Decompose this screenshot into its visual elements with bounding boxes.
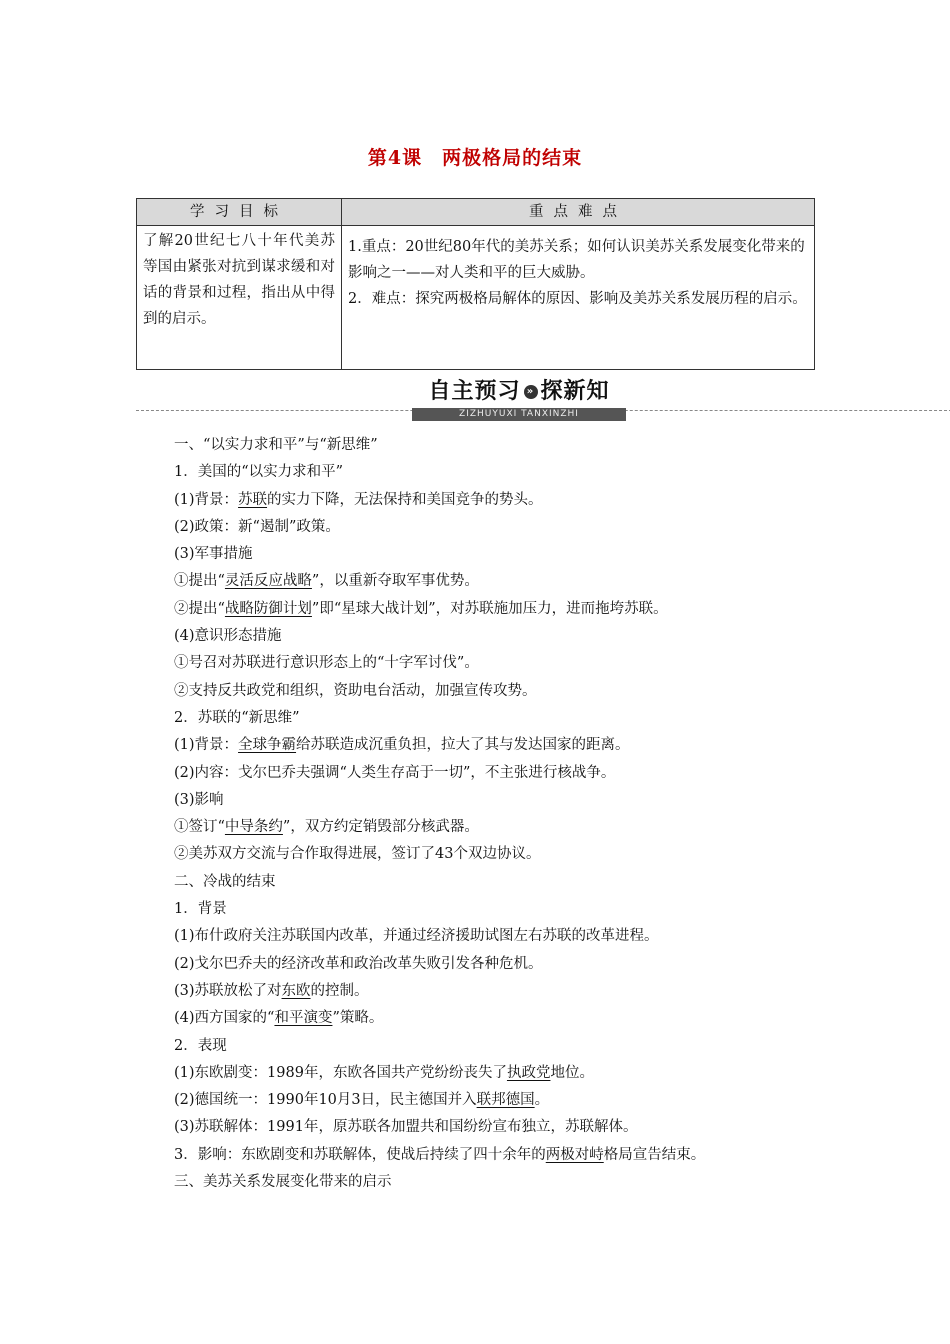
text-line: [174, 760, 814, 787]
text-segment: ②美苏双方交流与合作取得进展，签订了43个双边协议。: [174, 846, 541, 863]
text-line: [174, 1033, 814, 1060]
text-segment: (1)东欧剧变：1989年，东欧各国共产党纷纷丧失了: [174, 1064, 507, 1081]
text-line: [174, 623, 814, 650]
text-line: [174, 1114, 814, 1141]
text-line: [174, 1142, 814, 1169]
content-body: [174, 432, 814, 1196]
text-segment: ①号召对苏联进行意识形态上的“十字军讨伐”。: [174, 655, 479, 672]
text-segment: ②提出“: [174, 600, 225, 617]
text-segment: ①提出“: [174, 573, 225, 590]
text-segment: (2)内容：戈尔巴乔夫强调“人类生存高于一切”，不主张进行核战争。: [174, 764, 616, 781]
header-key-points: 重点难点: [342, 199, 815, 226]
text-segment: 地位。: [550, 1064, 594, 1081]
text-segment: (2)戈尔巴乔夫的经济改革和政治改革失败引发各种危机。: [174, 955, 543, 972]
text-line: [174, 841, 814, 868]
text-segment: 。: [534, 1092, 550, 1109]
text-segment: 2．苏联的“新思维”: [174, 709, 300, 726]
text-segment: 3．影响：东欧剧变和苏联解体，使战后持续了四十余年的: [174, 1146, 546, 1163]
key-point-2: 2．难点：探究两极格局解体的原因、影响及美苏关系发展历程的启示。: [348, 291, 807, 307]
text-line: [174, 1087, 814, 1114]
text-segment: 的控制。: [310, 982, 369, 999]
text-line: [174, 814, 814, 841]
text-segment: 的实力下降，无法保持和美国竞争的势头。: [267, 491, 543, 508]
text-segment: (4)意识形态措施: [174, 628, 282, 645]
text-line: [174, 1169, 814, 1196]
underlined-answer: 苏联: [238, 491, 268, 508]
text-line: [174, 432, 814, 459]
text-segment: 三、美苏关系发展变化带来的启示: [174, 1174, 392, 1191]
text-segment: (3)军事措施: [174, 546, 253, 563]
text-line: [174, 1005, 814, 1032]
text-segment: (2)德国统一：1990年10月3日，民主德国并入: [174, 1092, 477, 1109]
banner-subtitle: ZIZHUYUXI TANXINZHI: [412, 408, 626, 421]
text-line: [174, 869, 814, 896]
key-points-cell: [342, 226, 815, 370]
text-line: [174, 951, 814, 978]
text-segment: (3)影响: [174, 791, 224, 808]
underlined-answer: 两极对峙: [545, 1146, 604, 1163]
underlined-answer: 战略防御计划: [224, 600, 312, 617]
text-segment: (2)政策：新“遏制”政策。: [174, 518, 340, 535]
objectives-cell: 了解20世纪七八十年代美苏等国由紧张对抗到谋求缓和对话的背景和过程，指出从中得到的启示。: [137, 226, 342, 370]
key-point-1: 1.重点：20世纪80年代的美苏关系；如何认识美苏关系发展变化带来的影响之一——对人类和平的巨大威胁。: [348, 239, 805, 281]
text-line: [174, 978, 814, 1005]
text-segment: ②支持反共政党和组织，资助电台活动，加强宣传攻势。: [174, 682, 537, 699]
objectives-table: [136, 198, 815, 370]
text-segment: 二、冷战的结束: [174, 873, 276, 890]
text-segment: (3)苏联解体：1991年，原苏联各加盟共和国纷纷宣布独立，苏联解体。: [174, 1119, 638, 1136]
text-segment: 1．美国的“以实力求和平”: [174, 464, 344, 481]
underlined-answer: 和平演变: [274, 1010, 333, 1027]
text-line: [174, 650, 814, 677]
banner-part1: 自主预习: [428, 379, 521, 404]
banner-part2: 探新知: [540, 379, 610, 404]
text-line: [174, 1060, 814, 1087]
text-segment: ”即“星球大战计划”，对苏联施加压力，进而拖垮苏联。: [311, 600, 668, 617]
text-segment: (1)布什政府关注苏联国内改革，并通过经济援助试图左右苏联的改革进程。: [174, 928, 659, 945]
text-line: [174, 923, 814, 950]
double-arrow-icon: »: [524, 385, 538, 399]
header-objectives: 学习目标: [137, 199, 342, 226]
text-segment: (1)背景：: [174, 491, 239, 508]
text-segment: (1)背景：: [174, 737, 239, 754]
text-segment: 2．表现: [174, 1037, 227, 1054]
text-line: [174, 487, 814, 514]
text-segment: ”，双方约定销毁部分核武器。: [282, 819, 479, 836]
text-line: [174, 732, 814, 759]
underlined-answer: 全球争霸: [238, 737, 297, 754]
text-segment: 给苏联造成沉重负担，拉大了其与发达国家的距离。: [296, 737, 630, 754]
text-line: [174, 568, 814, 595]
banner-title: [410, 376, 628, 408]
text-segment: (3)苏联放松了对: [174, 982, 282, 999]
text-line: [174, 514, 814, 541]
text-line: [174, 787, 814, 814]
text-segment: ”策略。: [332, 1010, 384, 1027]
lesson-title: 第4课 两极格局的结束: [367, 147, 583, 169]
text-line: [174, 678, 814, 705]
text-segment: 一、“以实力求和平”与“新思维”: [174, 437, 378, 453]
text-line: [174, 705, 814, 732]
underlined-answer: 东欧: [281, 982, 311, 999]
text-segment: ”，以重新夺取军事优势。: [311, 573, 479, 590]
underlined-answer: 联邦德国: [476, 1092, 535, 1109]
text-line: [174, 459, 814, 486]
text-segment: ①签订“: [174, 819, 225, 836]
underlined-answer: 中导条约: [224, 819, 283, 836]
text-line: [174, 541, 814, 568]
text-line: [174, 896, 814, 923]
text-segment: (4)西方国家的“: [174, 1010, 275, 1027]
section-banner: [410, 376, 628, 422]
underlined-answer: 灵活反应战略: [224, 573, 312, 590]
text-segment: 格局宣告结束。: [603, 1146, 706, 1163]
text-segment: 1．背景: [174, 901, 227, 918]
underlined-answer: 执政党: [506, 1064, 551, 1081]
text-line: [174, 596, 814, 623]
